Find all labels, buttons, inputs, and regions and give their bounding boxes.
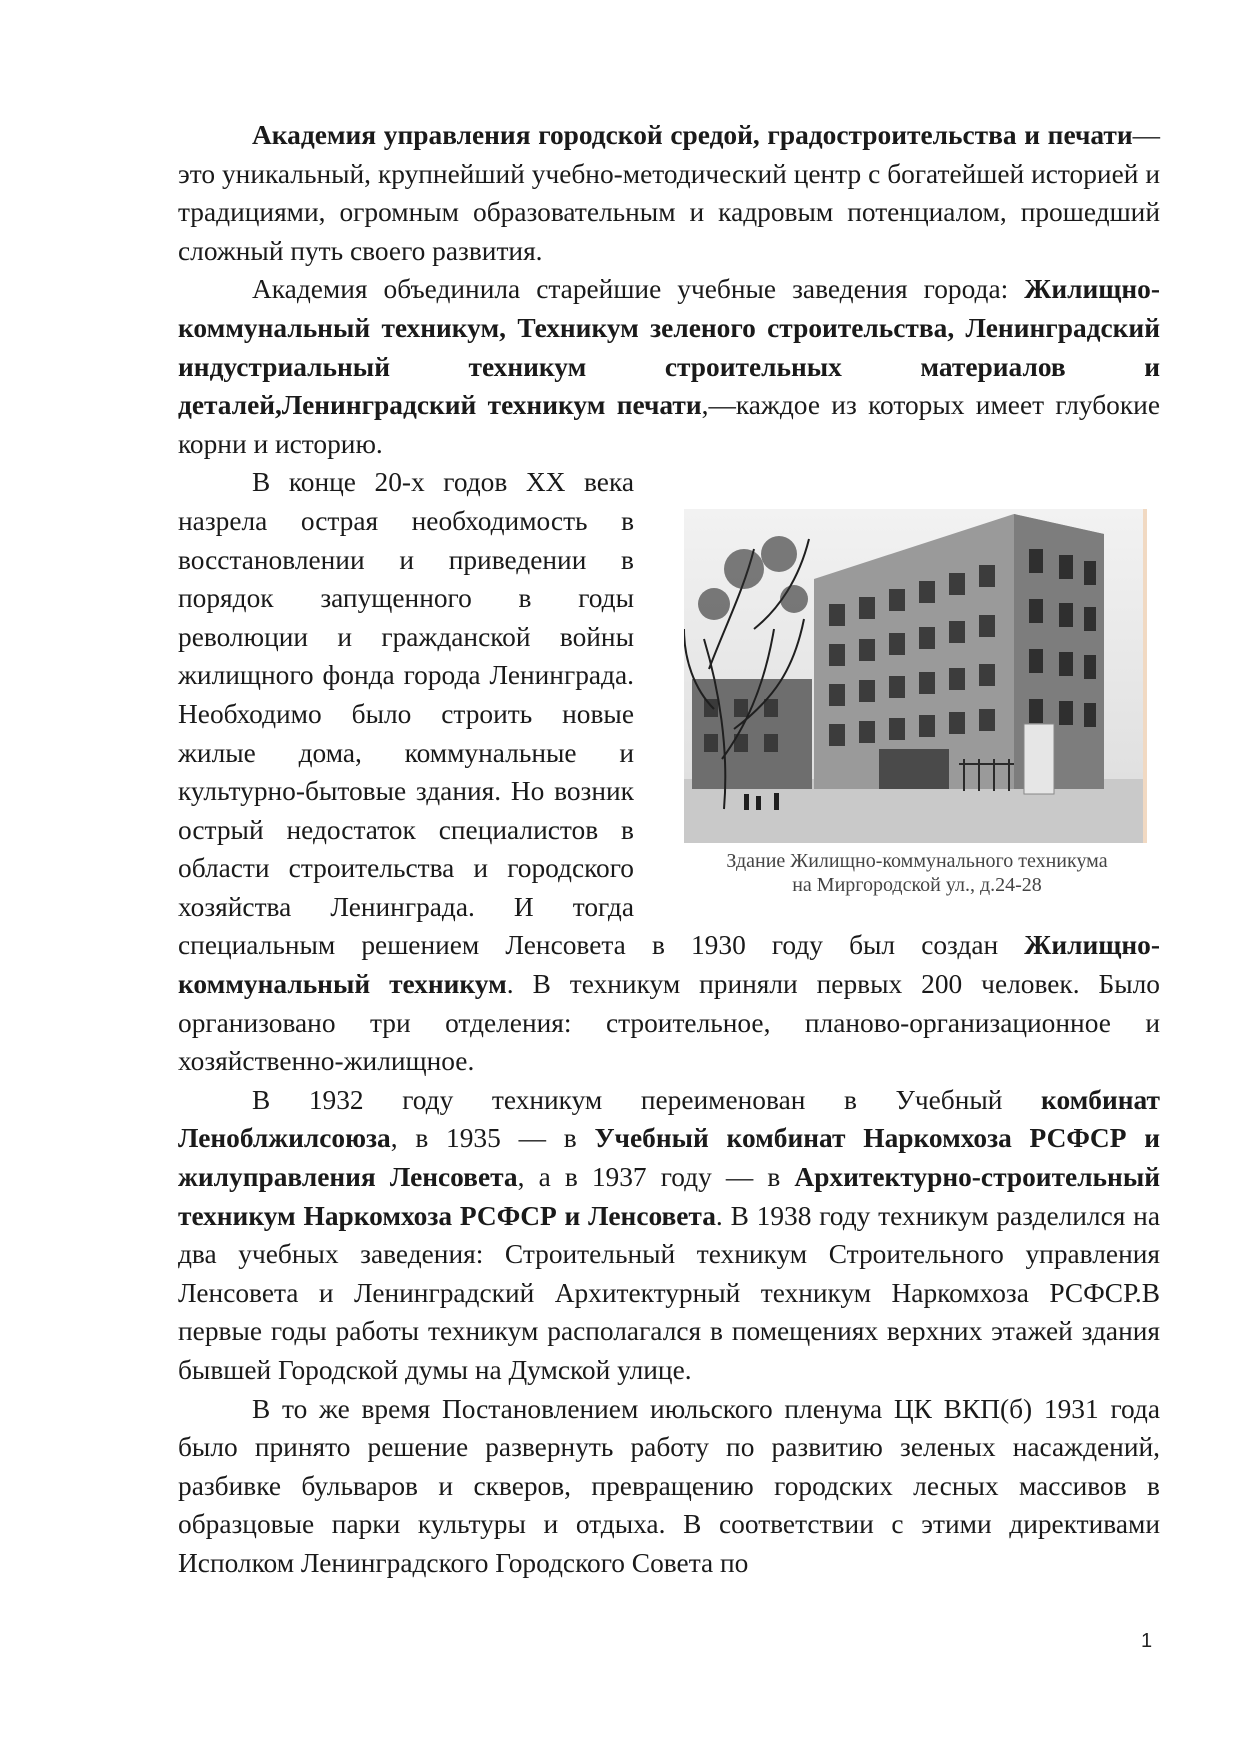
building-photo-image: [684, 509, 1143, 843]
renaming-b1: комбинат Леноблжилсоюза: [178, 1084, 1160, 1154]
renaming-t3: , а в 1937 году — в: [517, 1162, 795, 1193]
document-page: [178, 116, 1160, 1583]
history-bold-1: Жилищно-коммунальный техникум: [178, 930, 1160, 1000]
paragraph-green-building: [178, 1390, 1160, 1583]
building-photo: [684, 509, 1147, 843]
renaming-b3: Архитектурно-строительный техникум Наркомхоза РСФСР и Ленсовета: [178, 1162, 1160, 1231]
merged-lead: Академия объединила старейшие учебные заведения города:: [252, 274, 1025, 305]
paragraph-intro: [178, 116, 1160, 270]
page-number: 1: [1141, 1630, 1153, 1652]
history-text-1: В конце 20-х годов XX века назрела острая необходимость в восстановлении и приведении в порядок запущенного в годы революции и гражданской войны жилищного фонда города Ленинграда. Необходимо было строить новые жилые дома, коммунальные и культурно-бытовые здания. Но возник острый недостаток специалистов в области строительства и городского хозяйства Ленинграда. И тогда специальным решением Ленсовета в 1930 году был создан: [178, 467, 1025, 961]
building-caption: [674, 849, 1160, 897]
merged-schools-list: Жилищно-коммунальный техникум, Техникум зеленого строительства, Ленинградский индустриальный техникум строительных материалов и деталей,Ленинградский техникум печати: [178, 274, 1160, 421]
renaming-t1: В 1932 году техникум переименован в Учебный: [252, 1084, 1042, 1115]
renaming-b2: Учебный комбинат Наркомхоза РСФСР и жилуправления Ленсовета: [178, 1123, 1160, 1193]
caption-line-2: на Миргородской ул., д.24-28: [792, 874, 1042, 897]
paragraph-merged-schools: [178, 270, 1160, 463]
paragraph-renaming: [178, 1081, 1160, 1390]
building-figure: [674, 509, 1160, 897]
caption-line-1: Здание Жилищно-коммунального техникума: [726, 850, 1108, 873]
paragraph-history-1930: [178, 463, 1160, 1081]
renaming-t4: . В 1938 году техникум разделился на два учебных заведения: Строительный техникум Строительного управления Ленсовета и Ленинградский Архитектурный техникум Наркомхоза РСФСР.В первые годы работы техникум располагался в помещениях верхних этажей здания бывшей Городской думы на Думской улице.: [178, 1200, 1160, 1385]
academy-name: Академия управления городской средой, градостроительства и печати: [252, 120, 1133, 150]
intro-text: — это уникальный, крупнейший учебно-методический центр с богатейшей историей и традициями, огромным образовательным и кадровым потенциалом, прошедший сложный путь своего развития.: [178, 120, 1160, 266]
history-text-2: . В техникум приняли первых 200 человек. Было организовано три отделения: строительное, планово-организационное и хозяйственно-жилищное.: [178, 969, 1160, 1077]
green-text: В то же время Постановлением июльского пленума ЦК ВКП(б) 1931 года было принято решение развернуть работу по развитию зеленых насаждений, разбивке бульваров и скверов, превращению городских лесных массивов в образцовые парки культуры и отдыха. В соответствии с этими директивами Исполком Ленинградского Городского Совета по: [178, 1393, 1160, 1578]
merged-tail: ,—каждое из которых имеет глубокие корни и историю.: [178, 390, 1160, 459]
renaming-t2: , в 1935 — в: [390, 1123, 595, 1154]
